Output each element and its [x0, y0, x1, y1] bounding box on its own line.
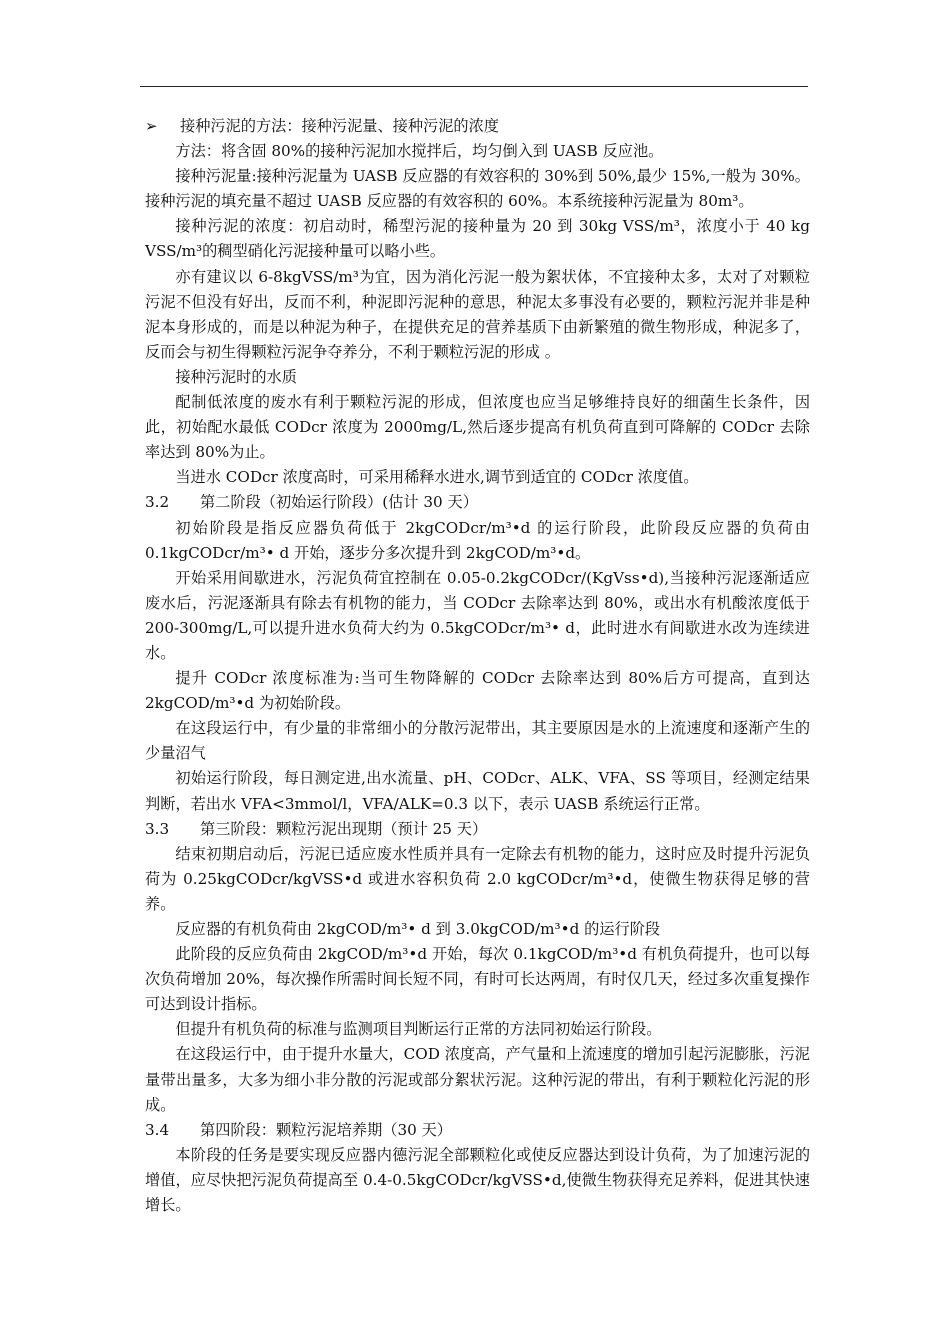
section-number: 3.2 [145, 493, 170, 512]
paragraph: 接种污泥量:接种污泥量为 UASB 反应器的有效容积的 30%到 50%,最少 15%,一般为 30%。接种污泥的填充量不超过 UASB 反应器的有效容积的 60%。本系统接种污泥量为 80m³。 [145, 167, 810, 211]
paragraph: 此阶段的反应负荷由 2kgCOD/m³•d 开始，每次 0.1kgCOD/m³•d 有机负荷提升，也可以每次负荷增加 20%，每次操作所需时间长短不同，有时可长达两周，有时仅几天，经过多次重复操作可达到设计指标。 [145, 945, 810, 1014]
section-heading-3-4 [145, 1118, 810, 1143]
paragraph: 接种污泥的浓度：初启动时，稀型污泥的接种量为 20 到 30kg VSS/m³，浓度小于 40 kg VSS/m³的稠型硝化污泥接种量可以略小些。 [145, 217, 810, 261]
bullet-text: 接种污泥的方法：接种污泥量、接种污泥的浓度 [180, 117, 499, 135]
paragraph: 配制低浓度的废水有利于颗粒污泥的形成，但浓度也应当足够维持良好的细菌生长条件，因此，初始配水最低 CODcr 浓度为 2000mg/L,然后逐步提高有机负荷直到可降解的 CODcr 去除率达到 80%为止。 [145, 393, 810, 462]
section-title: 第二阶段（初始运行阶段）(估计 30 天） [200, 493, 478, 512]
paragraph: 在这段运行中，由于提升水量大，COD 浓度高，产气量和上流速度的增加引起污泥膨胀，污泥量带出量多，大多为细小非分散的污泥或部分絮状污泥。这种污泥的带出，有利于颗粒化污泥的形成。 [145, 1045, 810, 1114]
section-title: 第四阶段：颗粒污泥培养期（30 天） [200, 1120, 452, 1139]
paragraph: 开始采用间歇进水，污泥负荷宜控制在 0.05-0.2kgCODcr/(KgVss•d),当接种污泥逐渐适应废水后，污泥逐渐具有除去有机物的能力，当 CODcr 去除率达到 80%，或出水有机酸浓度低于 200-300mg/L,可以提升进水负荷大约为 0.5kgCODcr/m³• d，此时进水有间歇进水改为连续进水。 [145, 568, 810, 662]
section-number: 3.3 [145, 819, 170, 838]
bullet-item [145, 114, 810, 139]
paragraph: 结束初期启动后，污泥已适应废水性质并具有一定除去有机物的能力，这时应及时提升污泥负荷为 0.25kgCODcr/kgVSS•d 或进水容积负荷 2.0 kgCODcr/m³•d，使微生物获得足够的营养。 [145, 844, 810, 913]
bullet-arrow-icon: ➢ [145, 117, 158, 135]
paragraph: 本阶段的任务是要实现反应器内德污泥全部颗粒化或使反应器达到设计负荷，为了加速污泥的增值，应尽快把污泥负荷提高至 0.4-0.5kgCODcr/kgVSS•d,使微生物获得充足养料，促进其快速增长。 [145, 1145, 810, 1215]
paragraph: 当进水 CODcr 浓度高时，可采用稀释水进水,调节到适宜的 CODcr 浓度值。 [175, 468, 699, 487]
header-rule [140, 86, 808, 87]
paragraph: 初始运行阶段，每日测定进,出水流量、pH、CODcr、ALK、VFA、SS 等项目，经测定结果判断，若出水 VFA<3mmol/l，VFA/ALK=0.3 以下，表示 UASB 系统运行正常。 [145, 769, 810, 813]
section-heading-3-2 [145, 490, 810, 515]
section-number: 3.4 [145, 1120, 170, 1139]
section-title: 第三阶段：颗粒污泥出现期（预计 25 天） [200, 819, 488, 838]
paragraph: 亦有建议以 6-8kgVSS/m³为宜，因为消化污泥一般为絮状体，不宜接种太多，太对了对颗粒污泥不但没有好出，反而不利，种泥即污泥种的意思，种泥太多事没有必要的，颗粒污泥并非是种泥本身形成的，而是以种泥为种子，在提供充足的营养基质下由新繁殖的微生物形成，种泥多了，反而会与初生得颗粒污泥争夺养分，不利于颗粒污泥的形成 。 [145, 267, 810, 361]
paragraph: 但提升有机负荷的标准与监测项目判断运行正常的方法同初始运行阶段。 [175, 1020, 662, 1039]
document-body [145, 114, 810, 1218]
paragraph: 提升 CODcr 浓度标准为:当可生物降解的 CODcr 去除率达到 80%后方可提高，直到达 2kgCOD/m³•d 为初始阶段。 [145, 669, 810, 713]
paragraph: 方法：将含固 80%的接种污泥加水搅拌后，均匀倒入到 UASB 反应池。 [175, 142, 664, 161]
paragraph: 初始阶段是指反应器负荷低于 2kgCODcr/m³•d 的运行阶段，此阶段反应器的负荷由 0.1kgCODcr/m³• d 开始，逐步分多次提升到 2kgCOD/m³•d。 [145, 518, 810, 562]
section-heading-3-3 [145, 817, 810, 842]
paragraph: 接种污泥时的水质 [175, 367, 297, 386]
paragraph: 反应器的有机负荷由 2kgCOD/m³• d 到 3.0kgCOD/m³•d 的运行阶段 [175, 920, 661, 938]
paragraph: 在这段运行中，有少量的非常细小的分散污泥带出，其主要原因是水的上流速度和逐渐产生的少量沼气 [145, 719, 810, 763]
